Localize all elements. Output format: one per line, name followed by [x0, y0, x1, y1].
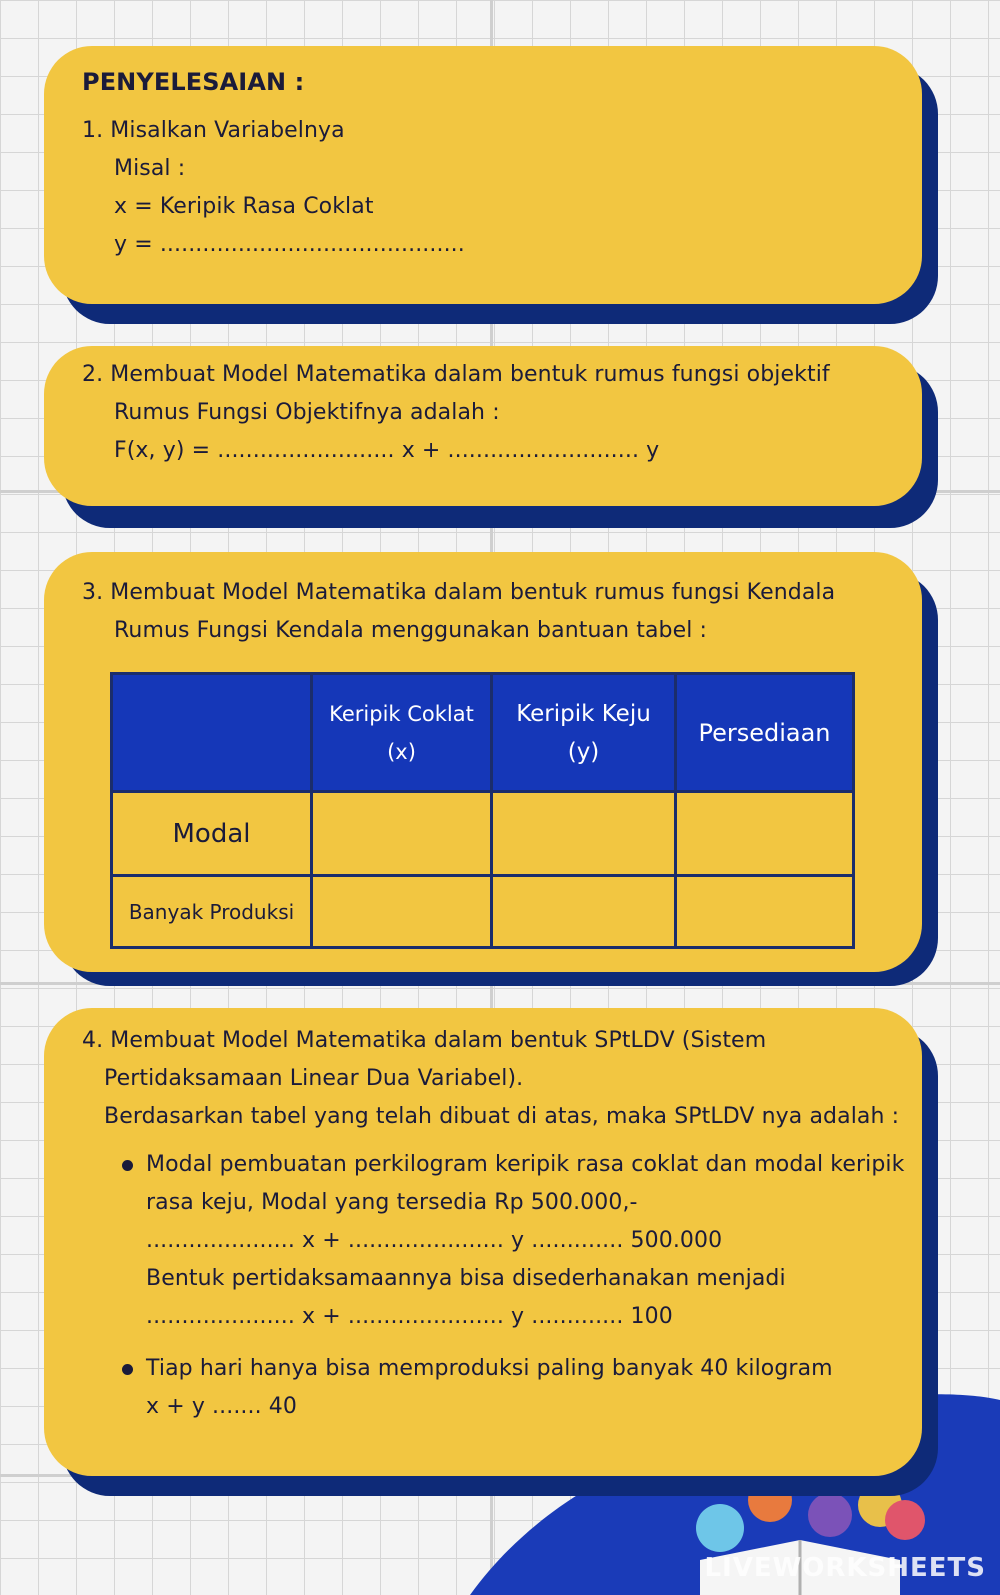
- liveworksheets-watermark: LIVEWORKSHEETS: [704, 1553, 986, 1583]
- table-header-empty: [112, 674, 312, 792]
- misal-text: Misal :: [114, 156, 186, 181]
- objective-subtitle: Rumus Fungsi Objektifnya adalah :: [114, 400, 500, 425]
- bullet2-inequality: x + y ....... 40: [146, 1394, 297, 1419]
- header-keju-var: (y): [567, 738, 600, 765]
- header-coklat-label: Keripik Coklat: [329, 701, 474, 726]
- cell-modal-coklat[interactable]: [312, 792, 492, 876]
- card-variables: [44, 46, 922, 304]
- cell-modal-persediaan[interactable]: [676, 792, 854, 876]
- card-constraints: [44, 552, 922, 972]
- y-definition-blank: y = ...........................................: [114, 232, 465, 257]
- row-label-modal: Modal: [112, 792, 312, 876]
- cell-modal-keju[interactable]: [492, 792, 676, 876]
- table-row-modal: [112, 792, 854, 876]
- bullet2-dot: [122, 1364, 133, 1375]
- constraints-subtitle: Rumus Fungsi Kendala menggunakan bantuan tabel :: [114, 618, 708, 643]
- table-row-produksi: [112, 876, 854, 948]
- step4-line2: Pertidaksamaan Linear Dua Variabel).: [104, 1066, 524, 1091]
- header-coklat-var: (x): [387, 739, 416, 764]
- objective-formula: F(x, y) = ......................... x + ........................... y: [114, 438, 660, 463]
- card-sptldv: [44, 1008, 922, 1476]
- x-definition: x = Keripik Rasa Coklat: [114, 194, 374, 219]
- row-label-produksi: Banyak Produksi: [112, 876, 312, 948]
- table-header-keju: [492, 674, 676, 792]
- header-keju-label: Keripik Keju: [516, 700, 651, 727]
- card-objective: [44, 346, 922, 506]
- cell-produksi-coklat[interactable]: [312, 876, 492, 948]
- bullet1-line1: Modal pembuatan perkilogram keripik rasa coklat dan modal keripik: [146, 1152, 905, 1177]
- constraint-table: [110, 672, 855, 949]
- header-persediaan-label: Persediaan: [698, 718, 831, 747]
- bullet1-line2: rasa keju, Modal yang tersedia Rp 500.000,-: [146, 1190, 638, 1215]
- table-header-coklat: [312, 674, 492, 792]
- bullet1-inequality1: ..................... x + ...................... y ............. 500.000: [146, 1228, 723, 1253]
- step4-intro: Berdasarkan tabel yang telah dibuat di atas, maka SPtLDV nya adalah :: [104, 1104, 900, 1129]
- cell-produksi-persediaan[interactable]: [676, 876, 854, 948]
- step3-text: 3. Membuat Model Matematika dalam bentuk rumus fungsi Kendala: [82, 580, 836, 605]
- heading-penyelesaian: PENYELESAIAN :: [82, 68, 305, 96]
- step2-text: 2. Membuat Model Matematika dalam bentuk rumus fungsi objektif: [82, 362, 830, 387]
- cell-produksi-keju[interactable]: [492, 876, 676, 948]
- step4-line1: 4. Membuat Model Matematika dalam bentuk SPtLDV (Sistem: [82, 1028, 767, 1053]
- bullet1-line4: Bentuk pertidaksamaannya bisa disederhanakan menjadi: [146, 1266, 786, 1291]
- bullet2-line1: Tiap hari hanya bisa memproduksi paling banyak 40 kilogram: [146, 1356, 833, 1381]
- bullet1-inequality2: ..................... x + ...................... y ............. 100: [146, 1304, 673, 1329]
- step1-text: 1. Misalkan Variabelnya: [82, 118, 345, 143]
- bullet1-dot: [122, 1160, 133, 1171]
- table-header-persediaan: [676, 674, 854, 792]
